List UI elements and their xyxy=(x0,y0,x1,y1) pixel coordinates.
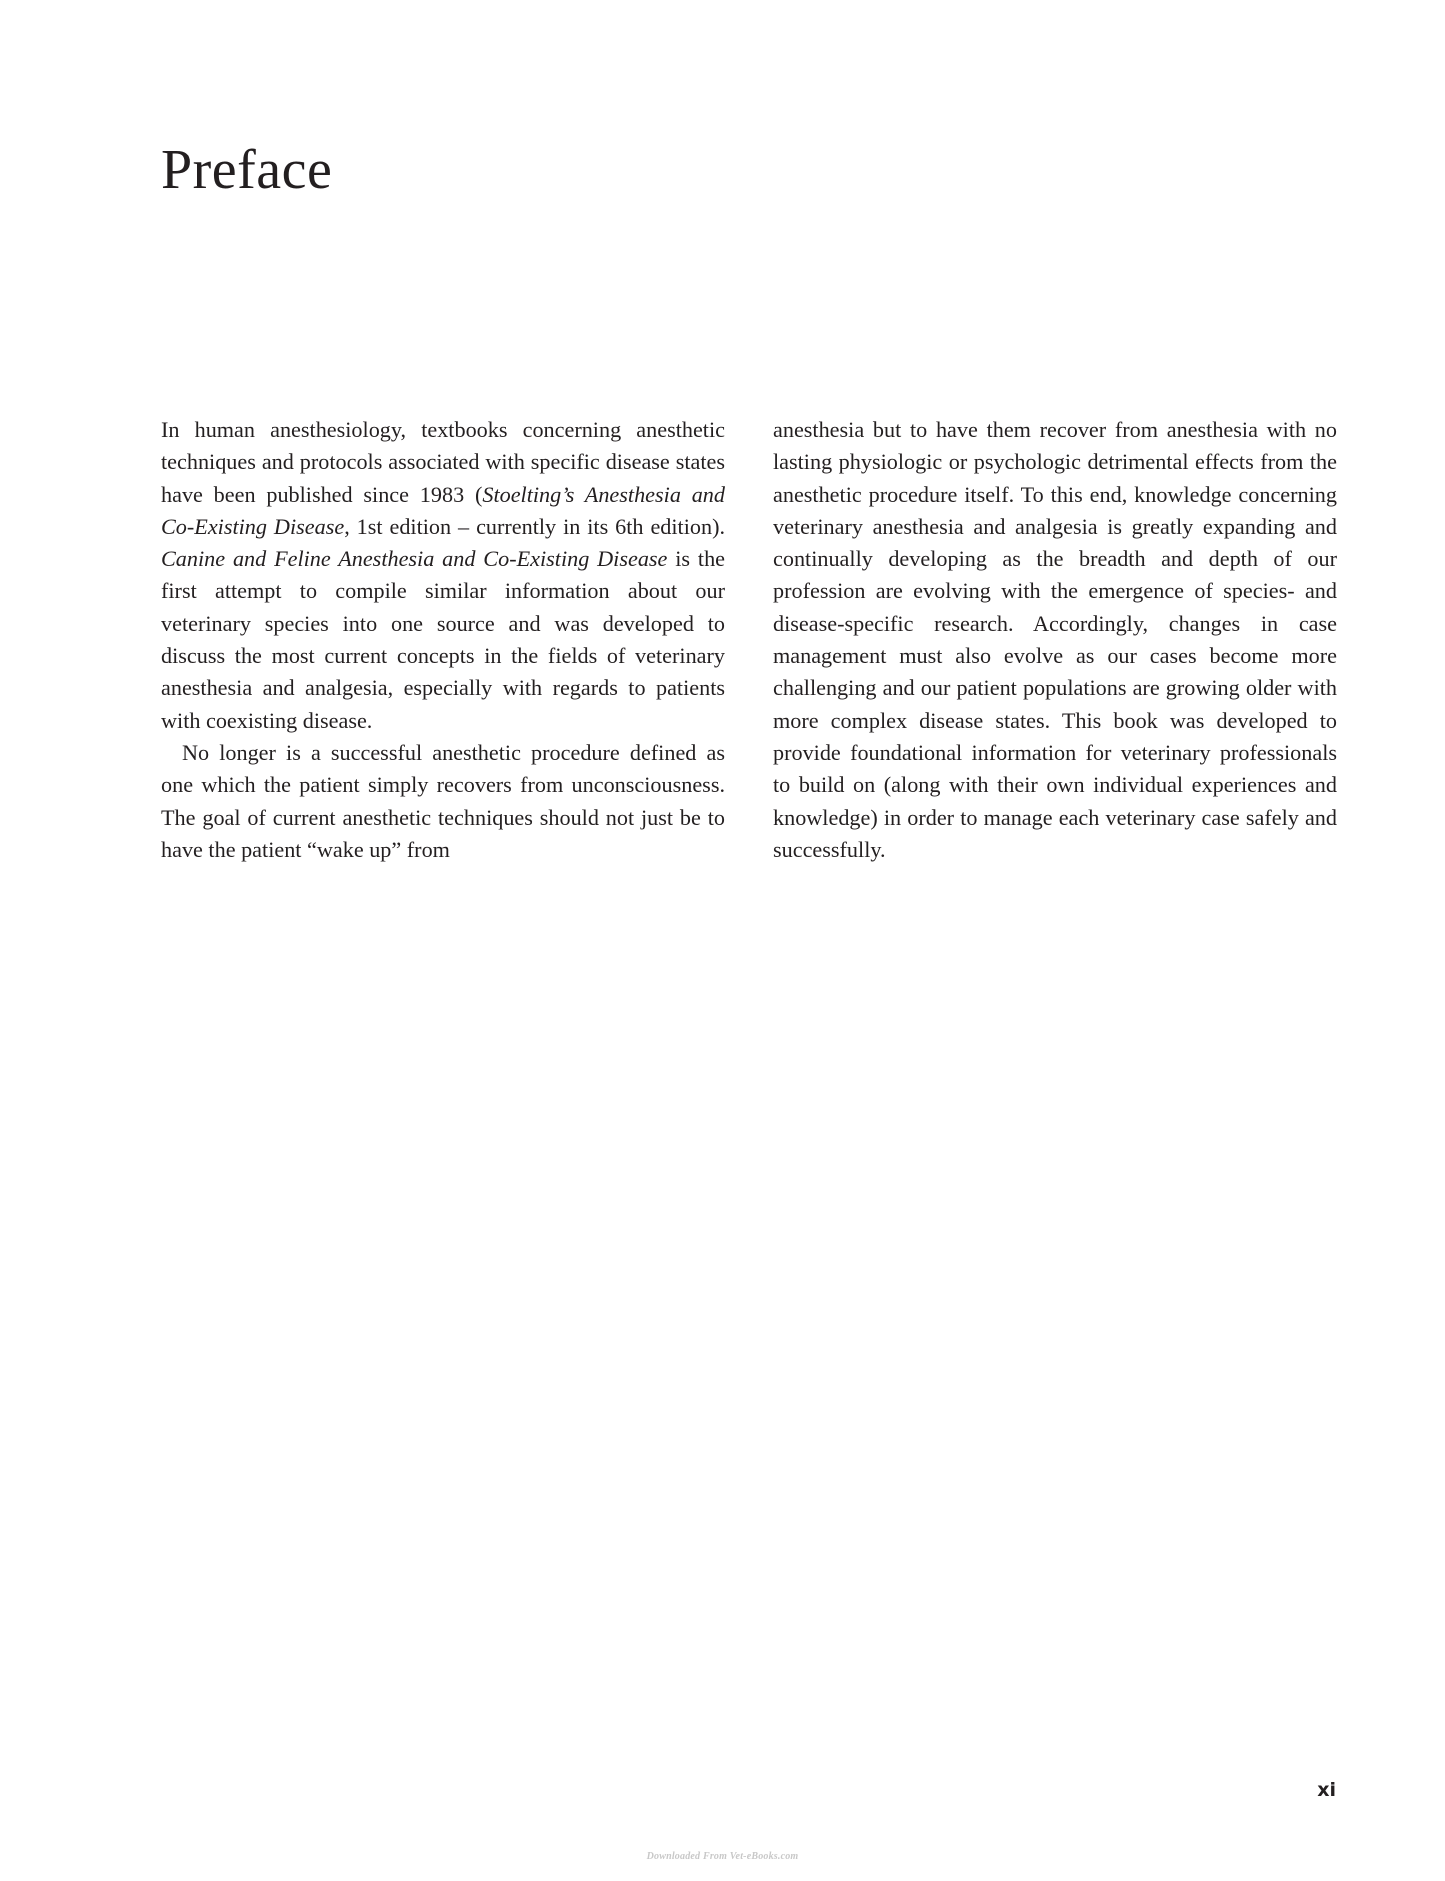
book-title-stoelting: Stoelting’s Anesthesia and Co-Existing Disease xyxy=(161,481,725,539)
page-title: Preface xyxy=(161,139,333,201)
text-column-right xyxy=(773,414,1337,866)
paragraph-goal-part-2: anesthesia but to have them recover from anesthesia with no lasting physiologic or psychologic detrimental effects from the anesthetic procedure itself. To this end, knowledge concerning veterinary anesthesia and analgesia is greatly expanding and continually developing as the breadth and depth of our profession are evolving with the emergence of species- and disease-specific research. Accordingly, changes in case management must also evolve as our cases become more challenging and our patient populations are growing older with more complex disease states. This book was developed to provide foundational information for veterinary professionals to build on (along with their own individual experiences and knowledge) in order to manage each veterinary case safely and successfully. xyxy=(773,417,1337,862)
paragraph-goal-part-1: No longer is a successful anesthetic procedure defined as one which the patient simply recovers from unconsciousness. The goal of current anesthetic techniques should not just be to have the patient “wake up” from xyxy=(161,739,725,862)
paragraph-intro-text-1: In human anesthesiology, textbooks concerning anesthetic techniques and protocols associated with specific disease states have been published since 1983 ( xyxy=(161,417,725,507)
paragraph-goal-continued xyxy=(773,414,1337,866)
paragraph-intro-text-3: is the first attempt to compile similar information about our veterinary species into one source and was developed to discuss the most current concepts in the fields of veterinary anesthesia and analgesia, especially with regards to patients with coexisting disease. xyxy=(161,546,726,733)
paragraph-goal xyxy=(161,737,725,866)
footer-download-note: Downloaded From Vet-eBooks.com xyxy=(646,1851,799,1862)
page-number: xi xyxy=(1317,1779,1336,1801)
book-title-canine-feline: Canine and Feline Anesthesia and Co-Existing Disease xyxy=(161,546,668,572)
paragraph-intro-text-2: , 1st edition – currently in its 6th edition). xyxy=(344,513,726,539)
text-column-left xyxy=(161,414,725,866)
paragraph-intro xyxy=(161,414,725,737)
